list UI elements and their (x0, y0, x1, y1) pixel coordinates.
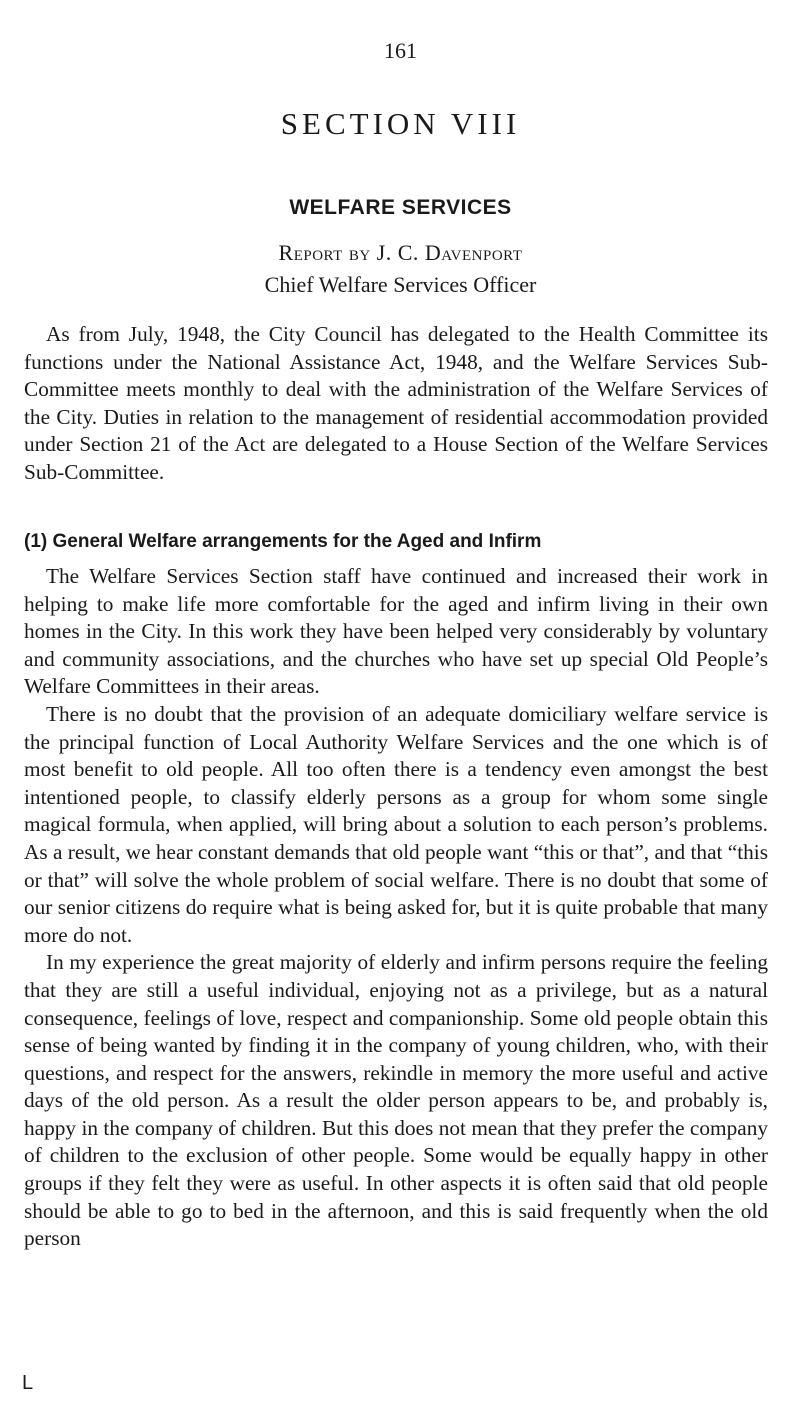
intro-paragraph: As from July, 1948, the City Council has delegated to the Health Committee its functions under the National Assistance Act, 1948, and the Welfare Services Sub-Committee meets monthly to deal with the administration of the Welfare Services of the City. Duties in relation to the management of residential accommodation provided under Section 21 of the Act are delegated to a House Section of the Welfare Services Sub-Committee. (24, 322, 768, 484)
report-author-line: Report by J. C. Davenport (278, 240, 523, 265)
subheading-general-welfare: (1) General Welfare arrangements for the Aged and Infirm (24, 531, 542, 552)
page-number: 161 (384, 38, 417, 63)
main-heading: WELFARE SERVICES (289, 196, 512, 219)
paragraph-3: In my experience the great majority of elderly and infirm persons require the feeling that they are still a useful individual, enjoying not as a privilege, but as a natural consequence, feelings of love, respect and companionship. Some old people obtain this sense of being wanted by finding it in the company of young children, who, with their questions, and respect for the answers, rekindle in memory the more useful and active days of the old person. As a result the older person appears to be, and probably is, happy in the company of children. But this does not mean that they prefer the company of children to the exclusion of other people. Some would be equally happy in other groups if they felt they were as useful. In other aspects it is often said that old people should be able to go to bed in the afternoon, and this is said frequently when the old person (24, 950, 768, 1251)
intro-section (24, 321, 768, 487)
paragraph-2: There is no doubt that the provision of an adequate domiciliary welfare service is the principal function of Local Authority Welfare Services and the one which is of most benefit to old people. All too often there is a tendency even amongst the best intentioned people, to classify elderly persons as a group for whom some single magical formula, when applied, will bring about a solution to each person’s problems. As a result, we hear constant demands that old people want “this or that”, and that “this or that” will solve the whole problem of social welfare. There is no doubt that some of our senior citizens do require what is being asked for, but it is quite probable that many more do not. (24, 701, 768, 947)
general-welfare-section (24, 563, 768, 1253)
paragraph-1: The Welfare Services Section staff have continued and increased their work in helping to make life more comfortable for the aged and infirm living in their own homes in the City. In this work they have been helped very considerably by voluntary and community associations, and the churches who have set up special Old People’s Welfare Committees in their areas. (24, 564, 768, 699)
section-title: SECTION VIII (280, 106, 521, 141)
officer-title: Chief Welfare Services Officer (264, 272, 537, 297)
signature-mark: L (22, 1372, 34, 1394)
